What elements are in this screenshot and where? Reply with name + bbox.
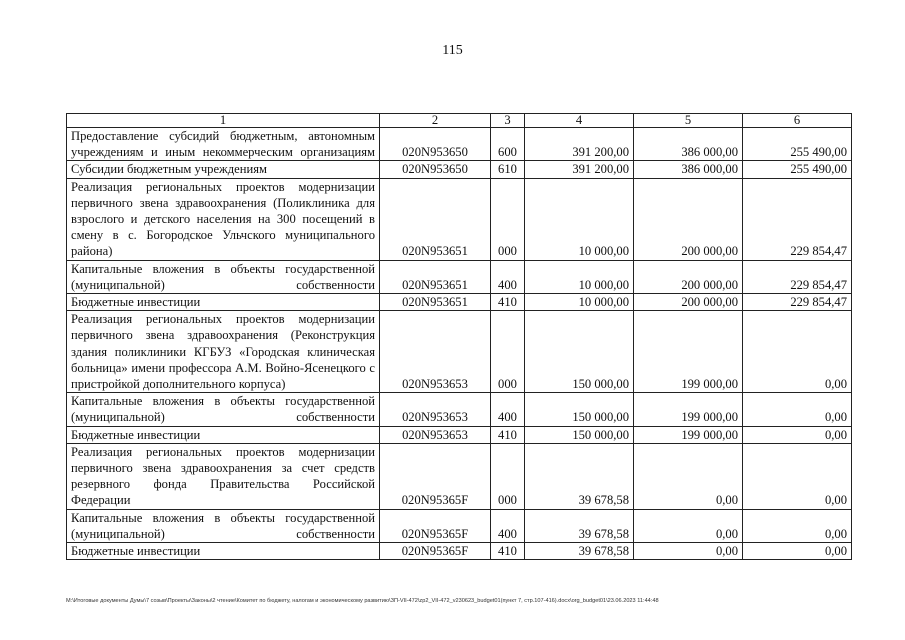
table-row [67,509,852,542]
row-value-4: 39 678,58 [525,543,634,560]
row-vr: 000 [491,311,525,393]
row-value-5: 199 000,00 [634,393,743,426]
row-code: 020N953651 [380,178,491,260]
row-name: Реализация региональных проектов модернизации первичного звена здравоохранения за счет средств резервного фонда Правительства Российской Федерации [67,443,380,509]
header-col-5: 5 [634,114,743,128]
row-vr: 410 [491,294,525,311]
row-value-5: 199 000,00 [634,311,743,393]
row-name: Бюджетные инвестиции [67,294,380,311]
row-value-4: 39 678,58 [525,509,634,542]
row-value-6: 229 854,47 [743,260,852,293]
table-row [67,178,852,260]
row-value-5: 200 000,00 [634,178,743,260]
row-name: Капитальные вложения в объекты государственной (муниципальной) собственности [67,393,380,426]
row-vr: 400 [491,260,525,293]
budget-table [66,113,852,560]
header-row [67,114,852,128]
row-value-6: 0,00 [743,509,852,542]
row-code: 020N95365F [380,543,491,560]
row-name: Капитальные вложения в объекты государственной (муниципальной) собственности [67,260,380,293]
row-value-5: 0,00 [634,509,743,542]
table-row [67,443,852,509]
row-value-5: 0,00 [634,543,743,560]
page-number: 115 [442,43,463,58]
row-vr: 400 [491,509,525,542]
row-value-6: 229 854,47 [743,178,852,260]
table-row [67,294,852,311]
header-col-2: 2 [380,114,491,128]
row-value-4: 39 678,58 [525,443,634,509]
row-code: 020N95365F [380,509,491,542]
row-vr: 610 [491,161,525,178]
table-row [67,161,852,178]
row-code: 020N953650 [380,161,491,178]
row-value-4: 391 200,00 [525,128,634,161]
row-name: Предоставление субсидий бюджетным, автономным учреждениям и иным некоммерческим организациям [67,128,380,161]
row-vr: 400 [491,393,525,426]
row-code: 020N953653 [380,393,491,426]
row-value-6: 255 490,00 [743,128,852,161]
row-code: 020N95365F [380,443,491,509]
row-value-5: 200 000,00 [634,260,743,293]
table-row [67,128,852,161]
row-value-4: 10 000,00 [525,178,634,260]
row-value-4: 10 000,00 [525,260,634,293]
table-body [67,128,852,560]
row-value-5: 200 000,00 [634,294,743,311]
row-vr: 410 [491,426,525,443]
row-value-4: 10 000,00 [525,294,634,311]
row-name: Капитальные вложения в объекты государственной (муниципальной) собственности [67,509,380,542]
row-vr: 410 [491,543,525,560]
row-value-6: 0,00 [743,443,852,509]
row-value-4: 150 000,00 [525,393,634,426]
row-name: Субсидии бюджетным учреждениям [67,161,380,178]
row-value-5: 386 000,00 [634,161,743,178]
row-value-5: 199 000,00 [634,426,743,443]
row-value-4: 150 000,00 [525,311,634,393]
table-row [67,393,852,426]
row-vr: 600 [491,128,525,161]
header-col-1: 1 [67,114,380,128]
row-value-4: 150 000,00 [525,426,634,443]
row-value-6: 255 490,00 [743,161,852,178]
row-name: Реализация региональных проектов модернизации первичного звена здравоохранения (Реконструкция здания поликлиники КГБУЗ «Городская клиническая больница» имени профессора А.М. Войно-Ясенецкого с пристройкой дополнительного корпуса) [67,311,380,393]
table-row [67,426,852,443]
header-col-6: 6 [743,114,852,128]
table-header [67,114,852,128]
row-vr: 000 [491,443,525,509]
row-name: Бюджетные инвестиции [67,543,380,560]
row-code: 020N953651 [380,294,491,311]
row-value-6: 0,00 [743,543,852,560]
row-value-5: 386 000,00 [634,128,743,161]
row-value-4: 391 200,00 [525,161,634,178]
row-code: 020N953651 [380,260,491,293]
table-row [67,543,852,560]
header-col-4: 4 [525,114,634,128]
row-name: Бюджетные инвестиции [67,426,380,443]
row-value-6: 0,00 [743,393,852,426]
document-path-footer: M:\Итоговые документы Думы\7 созыв\Проекты\Законы\2 чтение\Комитет по бюджету, налогам и экономическому развитию\ЗП-VII-472\zp2_VII-472_v230623_budget01(пункт 7, стр.107-416).docx\org_budget01\23.06.2023 11:44:48 [66,598,659,604]
row-code: 020N953650 [380,128,491,161]
table-row [67,260,852,293]
table-row [67,311,852,393]
row-value-6: 0,00 [743,311,852,393]
row-value-5: 0,00 [634,443,743,509]
row-value-6: 229 854,47 [743,294,852,311]
row-code: 020N953653 [380,426,491,443]
row-value-6: 0,00 [743,426,852,443]
header-col-3: 3 [491,114,525,128]
row-vr: 000 [491,178,525,260]
row-code: 020N953653 [380,311,491,393]
row-name: Реализация региональных проектов модернизации первичного звена здравоохранения (Поликлиника для взрослого и детского населения на 300 посещений в смену в с. Богородское Ульчского муниципального района) [67,178,380,260]
